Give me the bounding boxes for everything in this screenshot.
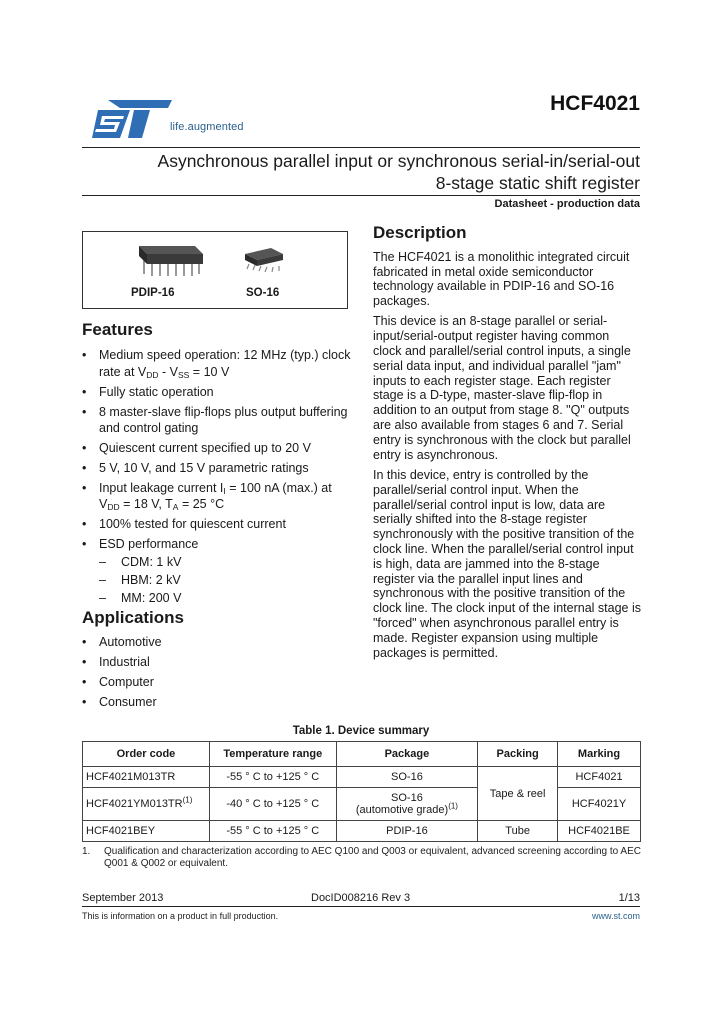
footnote-ref: (1) xyxy=(182,795,193,805)
production-notice: This is information on a product in full production. xyxy=(82,911,279,921)
package-box xyxy=(82,231,348,309)
esd-hbm: – HBM: 2 kV xyxy=(99,572,352,588)
temperature-cell: -55 ° C to +125 ° C xyxy=(209,767,336,788)
order-code-cell: HCF4021M013TR xyxy=(83,767,210,788)
feature-quiescent: • Quiescent current specified up to 20 V xyxy=(82,440,352,456)
feature-ratings: • 5 V, 10 V, and 15 V parametric ratings xyxy=(82,460,352,476)
column-header: Order code xyxy=(83,742,210,767)
feature-speed: • Medium speed operation: 12 MHz (typ.) clock rate at $V_{DD} - V_{SS} = 10$ V xyxy=(82,347,352,380)
feature-leakage: • Input leakage current $I_I = 100$ nA (max.) at $V_{DD} = 18$ V, $T_A = 25$ °C xyxy=(82,480,352,513)
header-rule xyxy=(82,147,640,148)
table-row xyxy=(83,788,641,821)
features-section xyxy=(82,322,352,610)
table-row xyxy=(83,821,641,842)
description-heading: Description xyxy=(373,223,467,242)
esd-mm: – MM: 200 V xyxy=(99,590,352,606)
esd-sublist xyxy=(99,554,352,606)
temperature-cell: -40 ° C to +125 ° C xyxy=(209,788,336,821)
applications-list xyxy=(82,634,352,710)
column-header: Marking xyxy=(558,742,641,767)
title-line-1: Asynchronous parallel input or synchronous serial-in/serial-out xyxy=(157,151,640,171)
website-link[interactable]: www.st.com xyxy=(591,911,640,921)
features-list xyxy=(82,347,352,606)
so16-image xyxy=(241,246,287,274)
part-number: HCF4021 xyxy=(550,92,640,115)
package-cell: SO-16 xyxy=(336,767,478,788)
table-header-row xyxy=(83,742,641,767)
application-item: • Automotive xyxy=(82,634,352,650)
package-cell: PDIP-16 xyxy=(336,821,478,842)
application-item: • Consumer xyxy=(82,694,352,710)
package-label-so16: SO-16 xyxy=(246,287,280,299)
st-logo xyxy=(90,98,174,140)
package-cell: SO-16 (automotive grade)$^{(1)}$ xyxy=(336,788,478,821)
datasheet-label: Datasheet - production data xyxy=(494,198,640,210)
footer-rule xyxy=(82,906,640,907)
feature-esd: • ESD performance – CDM: 1 kV – HBM: 2 kV – MM: 200 V xyxy=(82,536,352,607)
application-item: • Industrial xyxy=(82,654,352,670)
tagline: life.augmented xyxy=(170,121,244,133)
table-row xyxy=(83,767,641,788)
applications-section xyxy=(82,610,352,714)
device-summary-table xyxy=(82,741,641,842)
order-code-cell: HCF4021BEY xyxy=(83,821,210,842)
esd-cdm: – CDM: 1 kV xyxy=(99,554,352,570)
features-heading: Features xyxy=(82,320,153,339)
description-paragraph-3: In this device, entry is controlled by the parallel/serial control input. When the parallel/serial control input is low, data are serially shifted into the 8-stage register synchronously with the positive transition of the clock line. When the parallel/serial control input is high, data are jammed into the 8-stage register via the parallel input lines and synchronous with the positive transition of the clock line. The clock input of the internal stage is "forced" when asynchronous parallel entry is made. Register expansion using multiple packages is permitted. xyxy=(373,467,641,660)
marking-cell: HCF4021BE xyxy=(558,821,641,842)
footnote-number: 1. xyxy=(82,846,91,857)
order-code-cell: HCF4021YM013TR$^{(1)}$ xyxy=(83,788,210,821)
column-header: Package xyxy=(336,742,478,767)
title-rule xyxy=(82,195,640,196)
packing-cell: Tube xyxy=(478,821,558,842)
title-line-2: 8-stage static shift register xyxy=(435,173,640,193)
feature-tested: • 100% tested for quiescent current xyxy=(82,516,352,532)
table-caption: Table 1. Device summary xyxy=(292,725,430,737)
packing-cell: Tape & reel xyxy=(478,767,558,821)
marking-cell: HCF4021 xyxy=(558,767,641,788)
feature-flipflops: • 8 master-slave flip-flops plus output buffering and control gating xyxy=(82,404,352,437)
package-label-pdip16: PDIP-16 xyxy=(131,287,175,299)
application-item: • Computer xyxy=(82,674,352,690)
description-paragraph-2: This device is an 8-stage parallel or serial-input/serial-output register having common clock and parallel/serial control inputs, a single serial data input, and individual parallel "jam" inputs to each register stage. Each register stage is a D-type, master-slave flip-flop in addition to an output from stage 8. "Q" outputs are also available from stages 6 and 7. Serial entry is synchronous with the clock but parallel entry is asynchronous. xyxy=(373,314,631,462)
description-paragraph-1: The HCF4021 is a monolithic integrated circuit fabricated in metal oxide semiconductor technology available in PDIP-16 and SO-16 packages. xyxy=(373,249,630,309)
column-header: Temperature range xyxy=(209,742,336,767)
table-footnote xyxy=(82,846,642,870)
marking-cell: HCF4021Y xyxy=(558,788,641,821)
footer-date: September 2013 xyxy=(82,892,164,904)
applications-heading: Applications xyxy=(82,608,185,627)
column-header: Packing xyxy=(478,742,558,767)
footnote-text: Qualification and characterization according to AEC Q100 and Q003 or equivalent, advanced screening according to AEC Q001 & Q002 or equivalent. xyxy=(104,846,641,869)
description-section xyxy=(373,223,641,666)
footnote-ref: (1) xyxy=(448,801,458,811)
pdip16-image xyxy=(135,240,205,280)
feature-static: • Fully static operation xyxy=(82,384,352,400)
footer-page: 1/13 xyxy=(618,892,640,904)
temperature-cell: -55 ° C to +125 ° C xyxy=(209,821,336,842)
footer-docid: DocID008216 Rev 3 xyxy=(311,892,411,904)
